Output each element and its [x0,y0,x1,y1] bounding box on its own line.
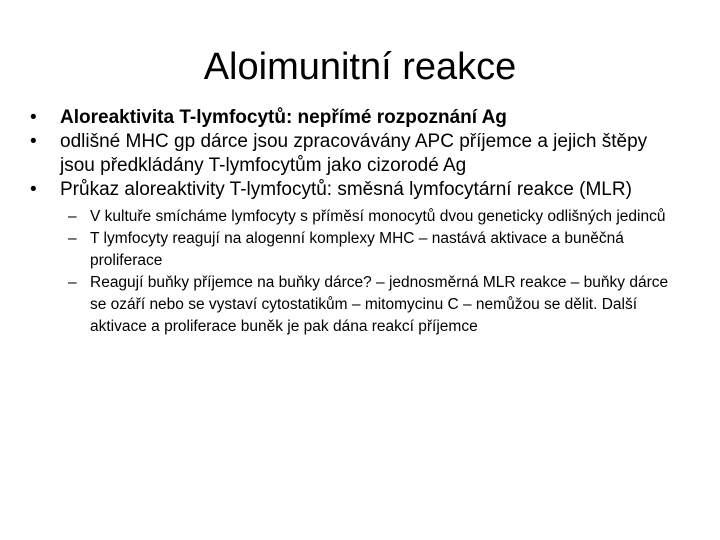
bullet-text: Aloreaktivita T-lymfocytů: nepřímé rozpoznání Ag [60,107,507,128]
sub-bullet-marker: – [68,208,77,225]
sub-bullet-marker: – [68,230,77,247]
bullet-item [30,106,675,130]
bullet-text: odlišné MHC gp dárce jsou zpracovávány APC příjemce a jejich štěpy jsou předkládány T-lymfocytům jako cizorodé Ag [60,131,648,176]
sub-bullet-list [60,206,675,338]
sub-bullet-text: Reagují buňky příjemce na buňky dárce? – jednosměrná MLR reakce – buňky dárce se ozáří nebo se vystaví cytostatikům – mitomycinu C – nemůžou se dělit. Další aktivace a proliferace buněk je pak dána reakcí příjemce [90,274,669,335]
sub-bullet-item [60,206,675,228]
slide-body [30,106,675,338]
sub-bullet-marker: – [68,274,77,291]
bullet-list [30,106,675,338]
bullet-marker: • [30,131,37,152]
bullet-marker: • [30,179,37,200]
bullet-item [30,178,675,338]
slide-title: Aloimunitní reakce [203,46,517,88]
bullet-text: Průkaz aloreaktivity T-lymfocytů: směsná lymfocytární reakce (MLR) [60,179,632,200]
sub-bullet-item [60,272,675,338]
sub-bullet-text: V kultuře smícháme lymfocyty s příměsí monocytů dvou geneticky odlišných jedinců [90,208,666,225]
bullet-item [30,130,675,178]
sub-bullet-item [60,228,675,272]
sub-bullet-text: T lymfocyty reagují na alogenní komplexy MHC – nastává aktivace a buněčná proliferace [90,230,624,269]
bullet-marker: • [30,107,37,128]
